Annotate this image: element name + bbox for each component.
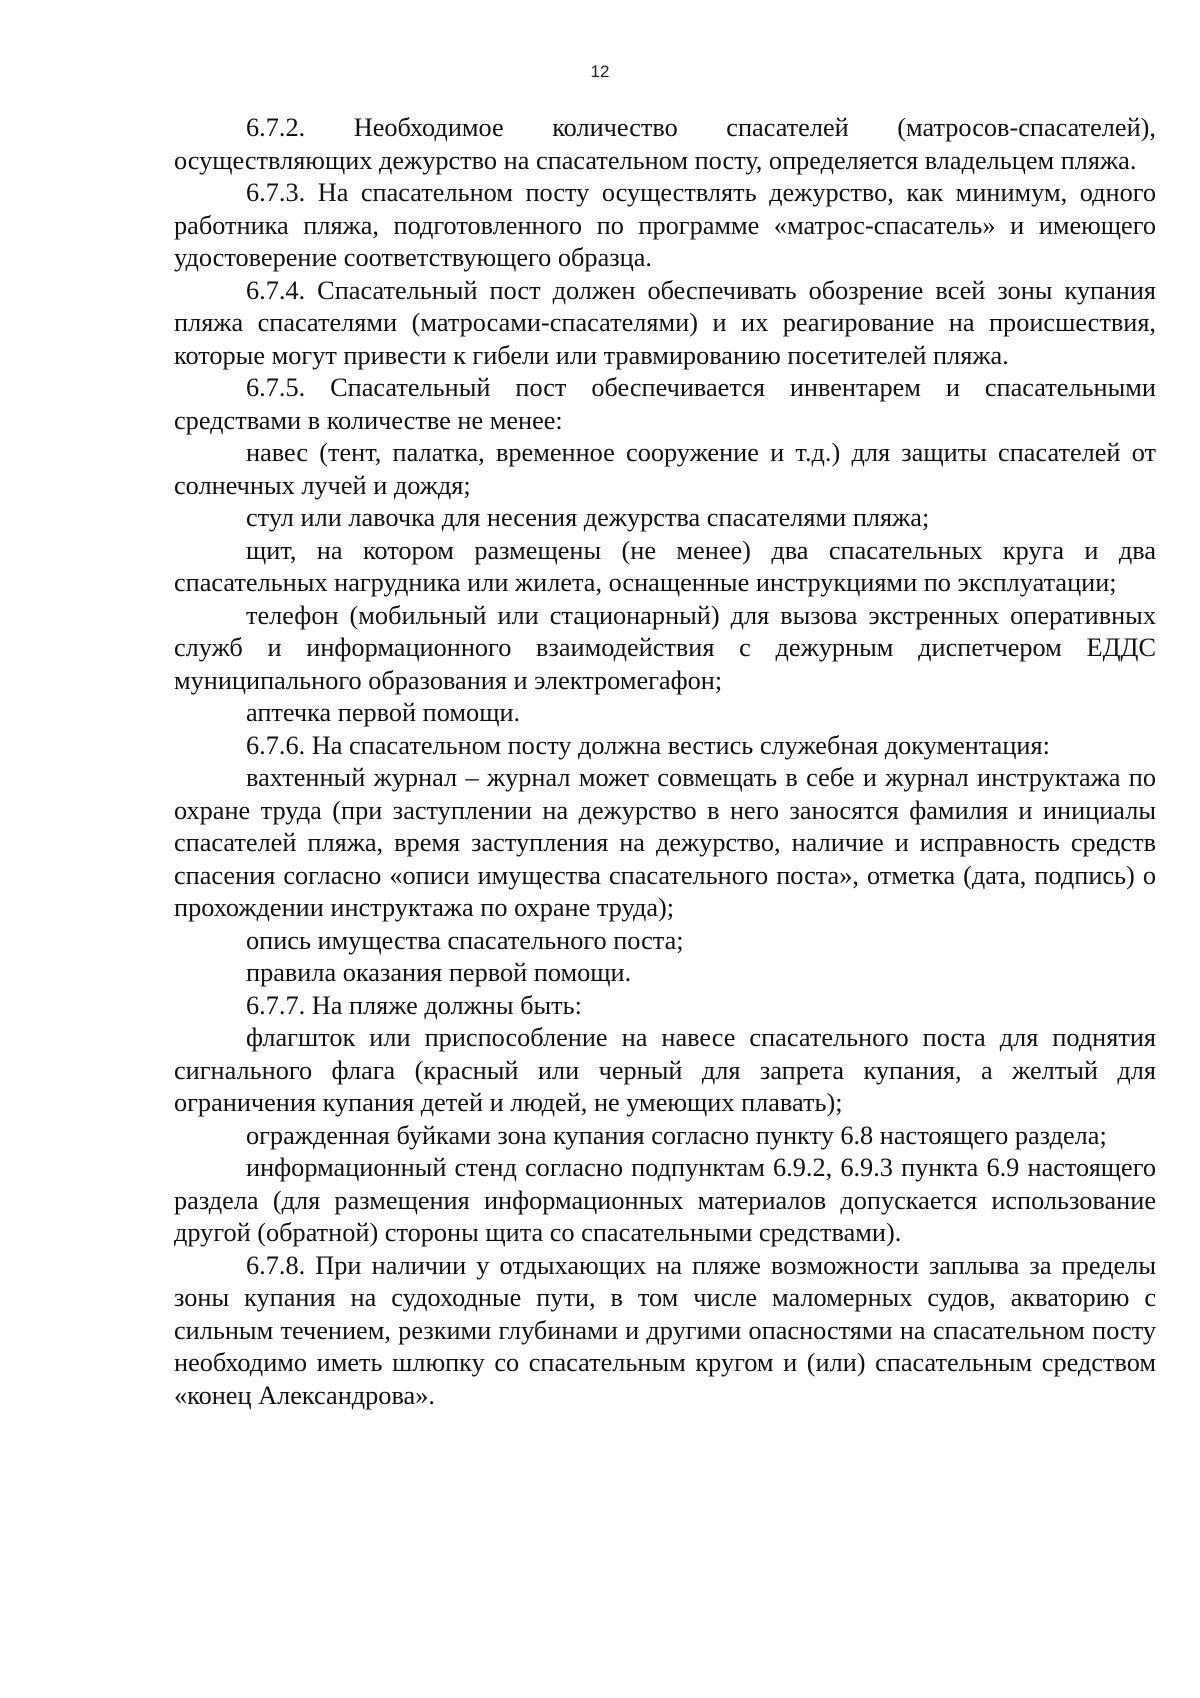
list-item-shield: щит, на котором размещены (не менее) два спасательных круга и два спасательных нагрудника или жилета, оснащенные инструкциями по эксплуатации; — [174, 535, 1156, 597]
list-item-first-aid-kit: аптечка первой помощи. — [246, 698, 521, 727]
list-item-flagpole: флагшток или приспособление на навесе спасательного поста для поднятия сигнального флага (красный или черный для запрета купания, а желтый для ограничения купания детей и людей, не умеющих плавать); — [174, 1023, 1156, 1117]
list-item-buoy-zone: огражденная буйками зона купания согласно пункту 6.8 настоящего раздела; — [246, 1120, 1107, 1150]
list-item-watch-log: вахтенный журнал – журнал может совмещать в себе и журнал инструктажа по охране труда (при заступлении на дежурство в него заносятся фамилия и инициалы спасателей пляжа, время заступления на дежурство, наличие и исправность средств спасения согласно «описи имущества спасательного поста», отметка (дата, подпись) о прохождении инструктажа по охране труда); — [174, 763, 1156, 922]
list-item-phone: телефон (мобильный или стационарный) для вызова экстренных оперативных служб и информационного взаимодействия с дежурным диспетчером ЕДДС муниципального образования и электромегафон; — [174, 600, 1156, 695]
paragraph-6-7-4: 6.7.4. Спасательный пост должен обеспечивать обозрение всей зоны купания пляжа спасателями (матросами-спасателями) и их реагирование на происшествия, которые могут привести к гибели или травмированию посетителей пляжа. — [174, 275, 1156, 370]
list-item-chair: стул или лавочка для несения дежурства спасателями пляжа; — [246, 503, 930, 532]
paragraph-6-7-3: 6.7.3. На спасательном посту осуществлять дежурство, как минимум, одного работника пляжа, подготовленного по программе «матрос-спасатель» и имеющего удостоверение соответствующего образца. — [174, 178, 1156, 272]
document-body — [174, 112, 1156, 1412]
paragraph-6-7-5: 6.7.5. Спасательный пост обеспечивается инвентарем и спасательными средствами в количестве не менее: — [174, 373, 1156, 435]
paragraph-6-7-6: 6.7.6. На спасательном посту должна вестись служебная документация: — [246, 730, 1050, 760]
list-item-info-stand: информационный стенд согласно подпунктам 6.9.2, 6.9.3 пункта 6.9 настоящего раздела (для размещения информационных материалов допускается использование другой (обратной) стороны щита со спасательными средствами). — [174, 1153, 1156, 1247]
paragraph-6-7-2: 6.7.2. Необходимое количество спасателей (матросов-спасателей), осуществляющих дежурство на спасательном посту, определяется владельцем пляжа. — [174, 113, 1156, 175]
list-item-inventory: опись имущества спасательного поста; — [246, 925, 684, 955]
paragraph-6-7-7: 6.7.7. На пляже должны быть: — [246, 990, 582, 1020]
list-item-canopy: навес (тент, палатка, временное сооружение и т.д.) для защиты спасателей от солнечных лучей и дождя; — [174, 438, 1156, 500]
paragraph-6-7-8: 6.7.8. При наличии у отдыхающих на пляже возможности заплыва за пределы зоны купания на судоходные пути, в том числе маломерных судов, акваторию с сильным течением, резкими глубинами и другими опасностями на спасательном посту необходимо иметь шлюпку со спасательным кругом и (или) спасательным средством «конец Александрова». — [174, 1250, 1156, 1410]
page-number: 12 — [590, 62, 610, 81]
list-item-first-aid-rules: правила оказания первой помощи. — [246, 958, 632, 987]
